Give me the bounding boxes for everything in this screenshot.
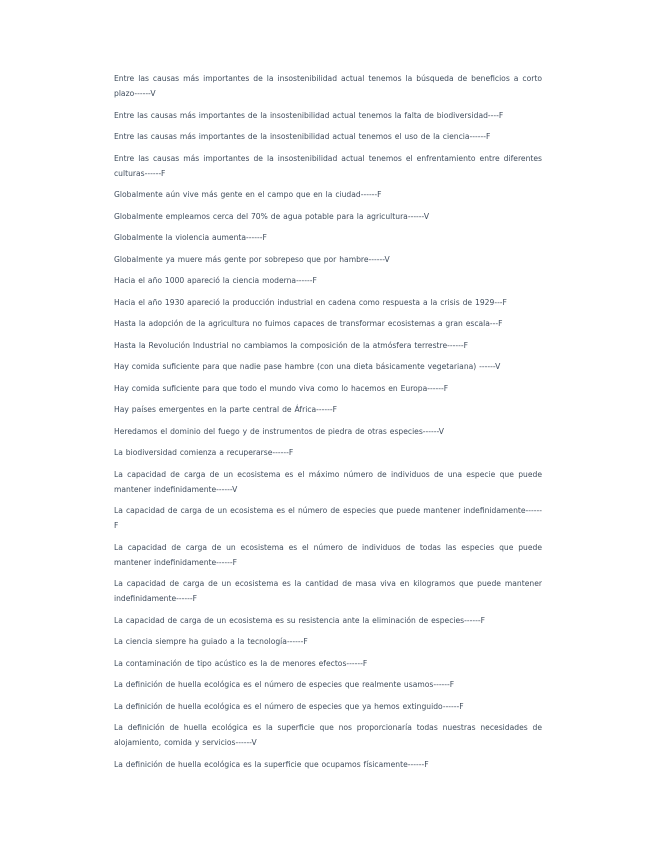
statement-item: Hacia el año 1000 apareció la ciencia moderna------F <box>114 276 317 285</box>
statement-item: La definición de huella ecológica es el número de especies que ya hemos extinguido------F <box>114 701 464 711</box>
statement-item: La capacidad de carga de un ecosistema es la cantidad de masa viva en kilogramos que puede mantener indefinidamente------F <box>114 579 542 603</box>
statement-item: La capacidad de carga de un ecosistema es el número de especies que puede mantener indefinidamente------F <box>114 506 542 530</box>
statement-item: Heredamos el dominio del fuego y de instrumentos de piedra de otras especies------V <box>114 426 444 436</box>
statement-item: Entre las causas más importantes de la insostenibilidad actual tenemos la falta de biodiversidad----F <box>114 110 504 120</box>
statement-item: La definición de huella ecológica es la superficie que nos proporcionaría todas nuestras necesidades de alojamiento, comida y servicios------V <box>114 723 542 747</box>
statement-item: Globalmente empleamos cerca del 70% de agua potable para la agricultura------V <box>114 211 430 221</box>
statement-item: Entre las causas más importantes de la insostenibilidad actual tenemos el uso de la ciencia------F <box>114 132 491 141</box>
statement-item: Globalmente ya muere más gente por sobrepeso que por hambre------V <box>114 254 390 264</box>
statement-item: Hasta la Revolución Industrial no cambiamos la composición de la atmósfera terrestre------F <box>114 340 468 350</box>
statement-item: Globalmente aún vive más gente en el campo que en la ciudad------F <box>114 190 382 199</box>
statement-item: La capacidad de carga de un ecosistema es el número de individuos de todas las especies que puede mantener indefinidamente------F <box>114 542 542 567</box>
statement-item: Globalmente la violencia aumenta------F <box>114 233 267 242</box>
statement-item: Entre las causas más importantes de la insostenibilidad actual tenemos la búsqueda de beneficios a corto plazo------V <box>114 74 542 98</box>
statement-item: La definición de huella ecológica es la superficie que ocupamos físicamente------F <box>114 759 429 769</box>
statement-item: Hay comida suficiente para que nadie pase hambre (con una dieta básicamente vegetariana) ------V <box>114 362 501 371</box>
document-page <box>114 71 542 778</box>
statement-item: Hasta la adopción de la agricultura no fuimos capaces de transformar ecosistemas a gran escala---F <box>114 319 503 328</box>
statement-item: La capacidad de carga de un ecosistema es su resistencia ante la eliminación de especies------F <box>114 615 485 625</box>
statement-item: Hay países emergentes en la parte central de África------F <box>114 405 337 414</box>
statement-item: La capacidad de carga de un ecosistema es el máximo número de individuos de una especie que puede mantener indefinidamente------V <box>114 469 542 494</box>
statement-item: Hay comida suficiente para que todo el mundo viva como lo hacemos en Europa------F <box>114 383 449 393</box>
statement-item: Hacia el año 1930 apareció la producción industrial en cadena como respuesta a la crisis de 1929---F <box>114 297 507 307</box>
statement-item: La contaminación de tipo acústico es la de menores efectos------F <box>114 658 368 668</box>
statement-item: Entre las causas más importantes de la insostenibilidad actual tenemos el enfrentamiento entre diferentes culturas------F <box>114 153 542 178</box>
statement-item: La definición de huella ecológica es el número de especies que realmente usamos------F <box>114 680 455 689</box>
statement-item: La biodiversidad comienza a recuperarse------F <box>114 448 294 457</box>
statement-item: La ciencia siempre ha guiado a la tecnología------F <box>114 637 308 646</box>
